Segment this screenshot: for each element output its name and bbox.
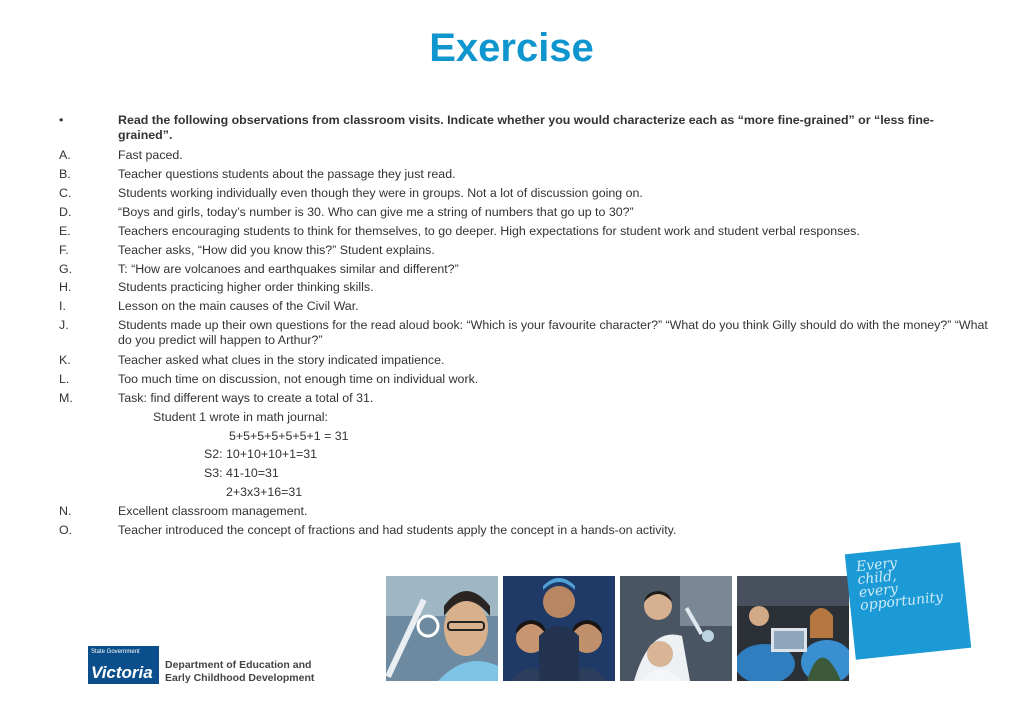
item-text: Teacher asked what clues in the story indicated impatience. <box>118 353 445 367</box>
item-label: M. <box>59 391 73 405</box>
item-text: Task: find different ways to create a total of 31. <box>118 391 374 405</box>
logo-divider <box>158 646 159 684</box>
item-label: A. <box>59 148 71 162</box>
item-label: J. <box>59 318 69 332</box>
item-text: Teachers encouraging students to think for themselves, to go deeper. High expectations for student work and student verbal responses. <box>118 224 860 238</box>
item-text: “Boys and girls, today’s number is 30. Who can give me a string of numbers that go up to 30?” <box>118 205 634 219</box>
intro-text: Read the following observations from classroom visits. Indicate whether you would characterize each as “more fine-grained” or “less fine-grained”. <box>118 113 934 142</box>
department-name <box>165 659 314 685</box>
math-student1: Student 1 wrote in math journal: <box>153 410 328 424</box>
item-label: K. <box>59 353 71 367</box>
item-text: Teacher introduced the concept of fractions and had students apply the concept in a hands-on activity. <box>118 523 677 537</box>
photo-lab-students <box>620 576 732 681</box>
math-student3: S3: 41-10=31 <box>204 466 279 480</box>
logo-victoria: Victoria <box>91 663 153 682</box>
item-label: O. <box>59 523 73 537</box>
item-label: L. <box>59 372 70 386</box>
item-label: E. <box>59 224 71 238</box>
item-text: Students practicing higher order thinking skills. <box>118 280 374 294</box>
logo-state-government: State Government <box>91 649 140 655</box>
stamp-text: Every child, every opportunity <box>855 554 944 614</box>
item-text: Too much time on discussion, not enough time on individual work. <box>118 372 479 386</box>
department-line-2: Early Childhood Development <box>165 672 315 684</box>
item-text: Fast paced. <box>118 148 183 162</box>
item-label: D. <box>59 205 72 219</box>
item-label: H. <box>59 280 72 294</box>
photo-student-science <box>386 576 498 681</box>
math-student1-work: 5+5+5+5+5+5+1 = 31 <box>229 429 349 443</box>
department-line-1: Department of Education and <box>165 659 312 671</box>
item-text: Teacher questions students about the passage they just read. <box>118 167 456 181</box>
bullet: • <box>59 113 64 127</box>
every-child-stamp <box>845 542 971 660</box>
slide-title: Exercise <box>429 26 594 70</box>
item-text: Excellent classroom management. <box>118 504 308 518</box>
item-text: Lesson on the main causes of the Civil War. <box>118 299 359 313</box>
item-label: F. <box>59 243 69 257</box>
item-label: N. <box>59 504 72 518</box>
photo-laptop-students <box>737 576 849 681</box>
item-text: T: “How are volcanoes and earthquakes similar and different?” <box>118 262 459 276</box>
victoria-logo <box>88 646 158 684</box>
math-student3-work: 2+3x3+16=31 <box>226 485 303 499</box>
item-text: Teacher asks, “How did you know this?” Student explains. <box>118 243 435 257</box>
math-student2: S2: 10+10+10+1=31 <box>204 447 318 461</box>
photo-students-group <box>503 576 615 681</box>
item-text: Students working individually even though they were in groups. Not a lot of discussion going on. <box>118 186 643 200</box>
item-label: I. <box>59 299 66 313</box>
item-label: G. <box>59 262 73 276</box>
item-label: C. <box>59 186 72 200</box>
item-text: Students made up their own questions for the read aloud book: “Which is your favourite character?” “What do you think Gilly should do with the money?” “What do you predict will happen to Arthur?” <box>118 318 988 347</box>
item-label: B. <box>59 167 71 181</box>
